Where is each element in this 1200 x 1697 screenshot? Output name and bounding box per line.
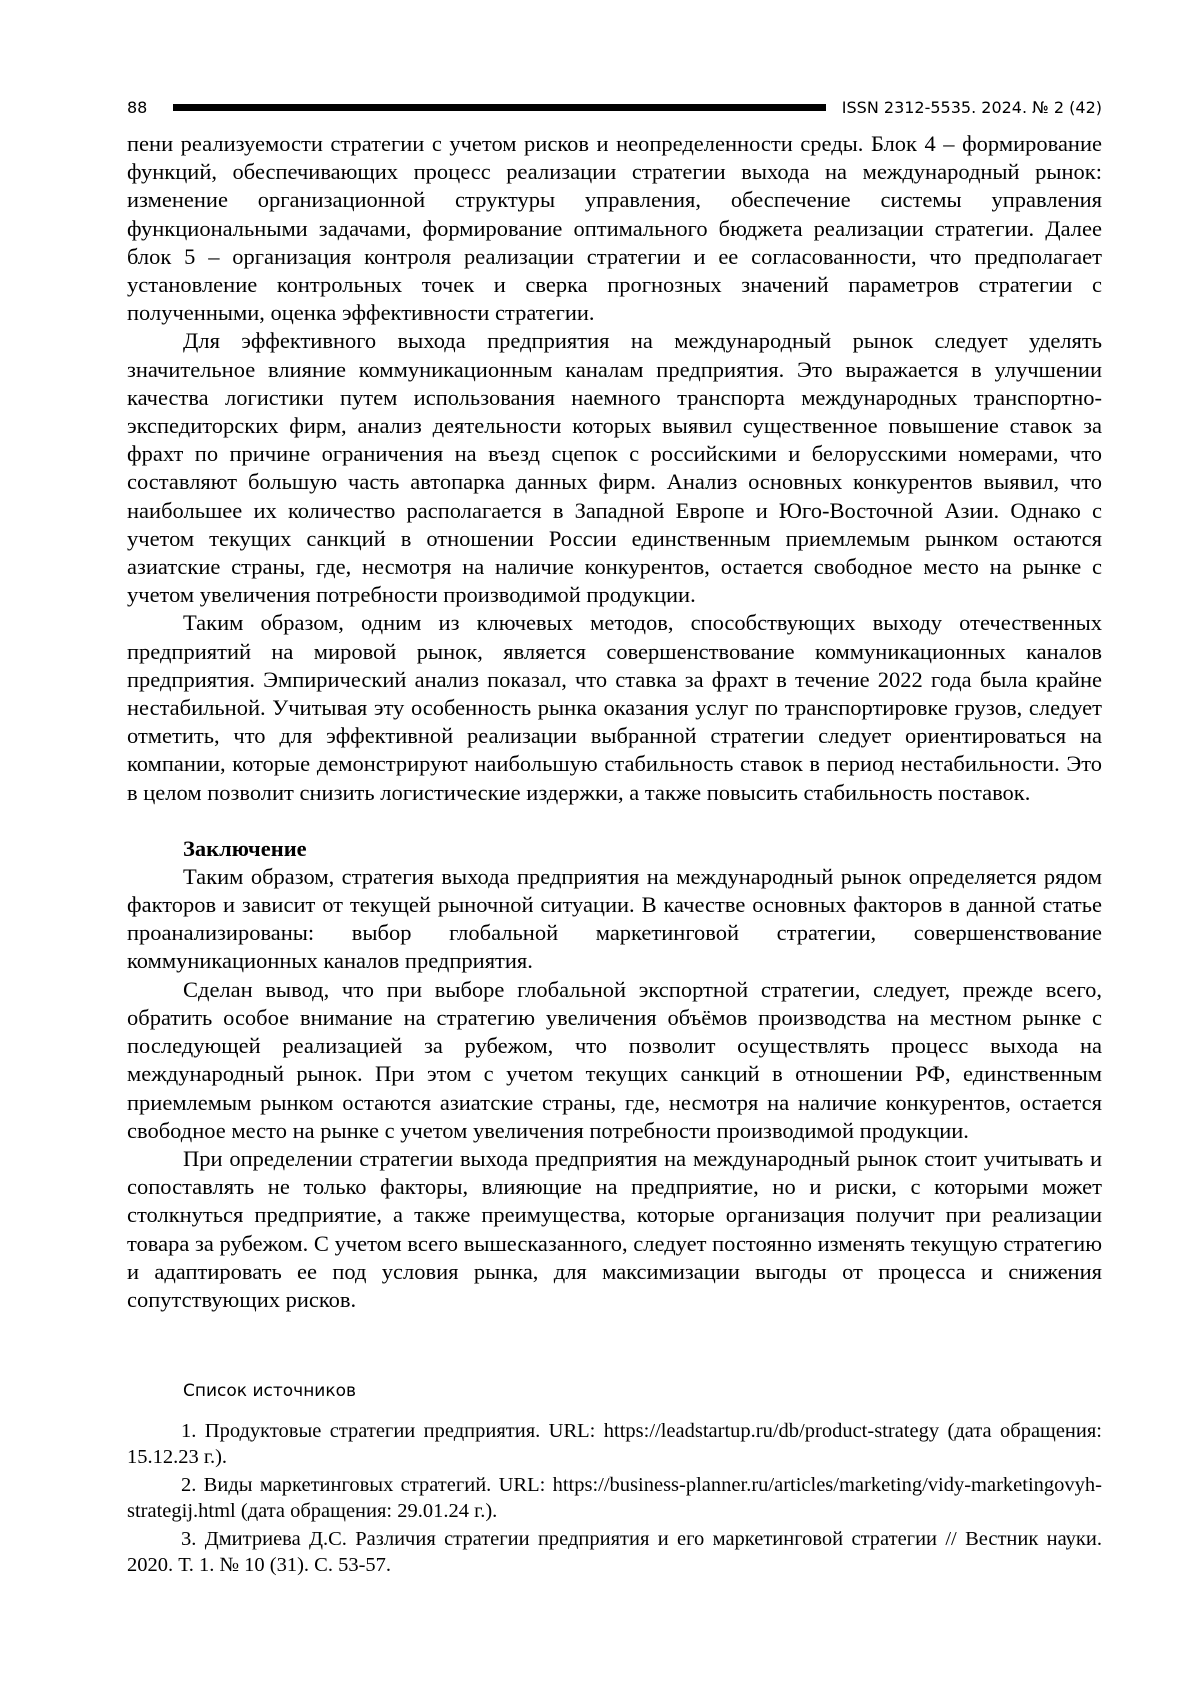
- conclusion-paragraph: Таким образом, стратегия выхода предприятия на международный рынок определяется рядом факторов и зависит от текущей рыночной ситуации. В качестве основных факторов в данной статье проанализированы: выбор глобальной маркетинговой стратегии, совершенствование коммуникационных каналов предприятия.: [127, 863, 1102, 974]
- references-title: Список источников: [183, 1381, 357, 1401]
- conclusion-paragraph: При определении стратегии выхода предприятия на международный рынок стоит учитывать и сопоставлять не только факторы, влияющие на предприятие, но и риски, с которыми может столкнуться предприятие, а также преимущества, которые организация получит при реализации товара за рубежом. С учетом всего вышесказанного, следует постоянно изменять текущую стратегию и адаптировать ее под условия рынка, для максимизации выгоды от процесса и снижения сопутствующих рисков.: [127, 1145, 1102, 1312]
- conclusion-paragraph: Сделан вывод, что при выборе глобальной экспортной стратегии, следует, прежде всего, обратить особое внимание на стратегию увеличения объёмов производства на местном рынке с последующей реализацией за рубежом, что позволит осуществлять процесс выхода на международный рынок. При этом с учетом текущих санкций в отношении РФ, единственным приемлемым рынком остаются азиатские страны, где, несмотря на наличие конкурентов, остается свободное место на рынке с учетом увеличения потребности производимой продукции.: [127, 976, 1102, 1143]
- body-paragraph: Таким образом, одним из ключевых методов, способствующих выходу отечественных предприятий на мировой рынок, является совершенствование коммуникационных каналов предприятия. Эмпирический анализ показал, что ставка за фрахт в течение 2022 года была крайне нестабильной. Учитывая эту особенность рынка оказания услуг по транспортировке грузов, следует отметить, что для эффективной реализации выбранной стратегии следует ориентироваться на компании, которые демонстрируют наибольшую стабильность ставок в период нестабильности. Это в целом позволит снизить логистические издержки, а также повысить стабильность поставок.: [127, 610, 1102, 805]
- body-paragraph: Для эффективного выхода предприятия на международный рынок следует уделять значительное влияние коммуникационным каналам предприятия. Это выражается в улучшении качества логистики путем использования наемного транспорта международных транспортно-экспедиторских фирм, анализ деятельности которых выявил существенное повышение ставок за фрахт по причине ограничения на въезд сцепок с российскими и белорусскими номерами, что составляют большую часть автопарка данных фирм. Анализ основных конкурентов выявил, что наибольшее их количество располагается в Западной Европе и Юго-Восточной Азии. Однако с учетом текущих санкций в отношении России единственным приемлемым рынком остаются азиатские страны, где, несмотря на наличие конкурентов, остается свободное место на рынке с учетом увеличения потребности производимой продукции.: [127, 328, 1102, 608]
- header-rule: [173, 104, 826, 111]
- page-number: 88: [127, 97, 148, 117]
- conclusion-heading: Заключение: [183, 835, 307, 861]
- body-paragraph: пени реализуемости стратегии с учетом рисков и неопределенности среды. Блок 4 – формирование функций, обеспечивающих процесс реализации стратегии выхода на международный рынок: изменение организационной структуры управления, обеспечение системы управления функциональными задачами, формирование оптимального бюджета реализации стратегии. Далее блок 5 – организация контроля реализации стратегии и ее согласованности, что предполагает установление контрольных точек и сверка прогнозных значений параметров стратегии с полученными, оценка эффективности стратегии.: [127, 131, 1102, 326]
- reference-item: 3. Дмитриева Д.С. Различия стратегии предприятия и его маркетинговой стратегии // Вестник науки. 2020. Т. 1. № 10 (31). С. 53-57.: [127, 1528, 1102, 1576]
- running-header: [127, 94, 1102, 120]
- journal-issn: ISSN 2312-5535. 2024. № 2 (42): [841, 97, 1102, 117]
- references-list: [127, 1418, 1102, 1580]
- reference-item: 2. Виды маркетинговых стратегий. URL: https://business-planner.ru/articles/marketing/vidy-marketingovyh-strategij.html (дата обращения: 29.01.24 г.).: [127, 1474, 1102, 1522]
- article-body: [127, 130, 1102, 1314]
- reference-item: 1. Продуктовые стратегии предприятия. URL: https://leadstartup.ru/db/product-strategy (дата обращения: 15.12.23 г.).: [127, 1420, 1102, 1468]
